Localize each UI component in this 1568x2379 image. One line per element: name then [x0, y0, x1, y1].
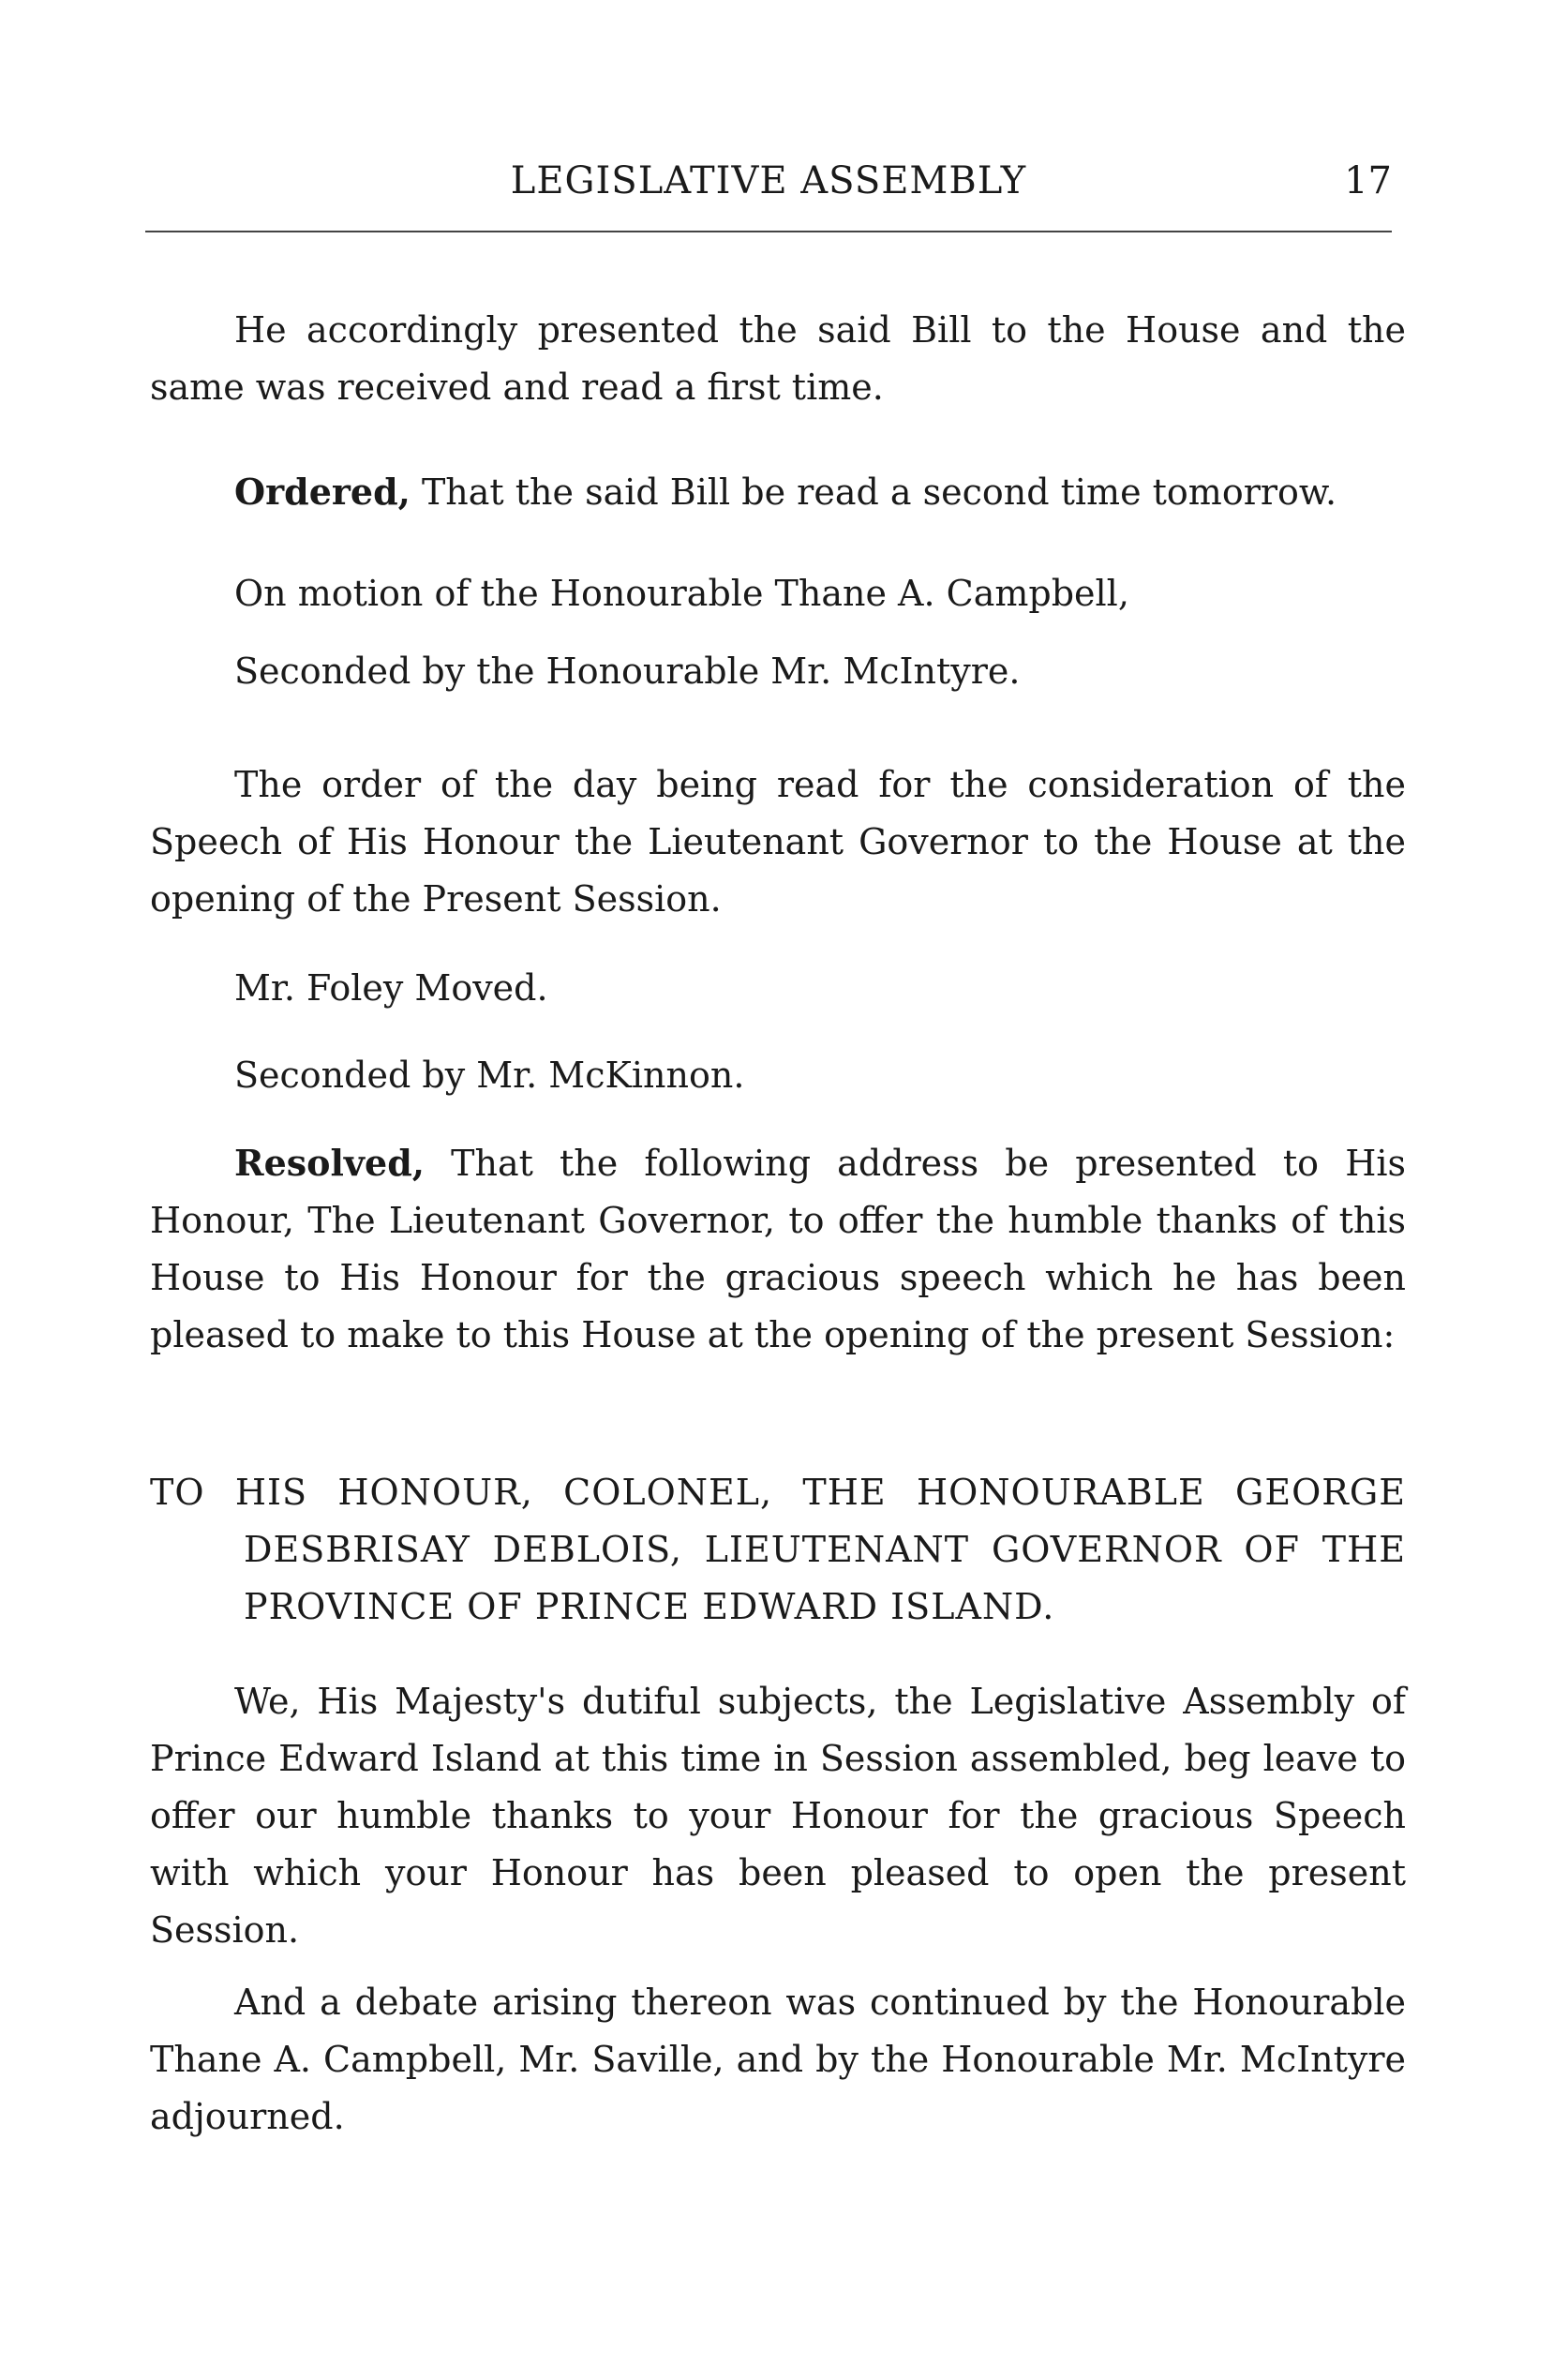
paragraph-bill-presented: He accordingly presented the said Bill to the House and the same was received and read a first time.	[150, 309, 1406, 408]
paragraph-motion: On motion of the Honourable Thane A. Campbell,	[234, 573, 1129, 614]
paragraph-order-of-day: The order of the day being read for the consideration of the Speech of His Honour the Lieutenant Governor to the House at the opening of the Present Session.	[150, 764, 1406, 920]
paragraph-ordered	[150, 463, 1406, 521]
ordered-lead: Ordered,	[234, 471, 411, 513]
paragraph-debate: And a debate arising thereon was continued by the Honourable Thane A. Campbell, Mr. Saville, and by the Honourable Mr. McIntyre adjourned.	[150, 1982, 1406, 2137]
page-number: 17	[1344, 159, 1392, 202]
resolved-text: That the following address be presented to His Honour, The Lieutenant Governor, to offer the humble thanks of this House to His Honour for the gracious speech which he has been pleased to make to this House at the opening of the present Session:	[150, 1143, 1406, 1355]
address-text: TO HIS HONOUR, COLONEL, THE HONOURABLE GEORGE DESBRISAY DEBLOIS, LIEUTENANT GOVERNOR OF THE PROVINCE OF PRINCE EDWARD ISLAND.	[150, 1472, 1406, 1627]
paragraph-foley-moved: Mr. Foley Moved.	[234, 967, 548, 1009]
paragraph-address-body: We, His Majesty's dutiful subjects, the Legislative Assembly of Prince Edward Island at this time in Session assembled, beg leave to offer our humble thanks to your Honour for the gracious Speech with which your Honour has been pleased to open the present Session.	[150, 1681, 1406, 1951]
running-head: LEGISLATIVE ASSEMBLY	[510, 159, 1027, 202]
paragraph-seconded-mckinnon: Seconded by Mr. McKinnon.	[234, 1055, 745, 1096]
resolved-lead: Resolved,	[234, 1142, 425, 1184]
address-salutation	[150, 1464, 1406, 1636]
header-rule	[145, 231, 1392, 232]
paragraph-seconded-mcintyre: Seconded by the Honourable Mr. McIntyre.	[234, 651, 1021, 692]
ordered-text: That the said Bill be read a second time tomorrow.	[410, 471, 1337, 513]
paragraph-resolved	[150, 1134, 1406, 1364]
page-header	[145, 157, 1392, 214]
